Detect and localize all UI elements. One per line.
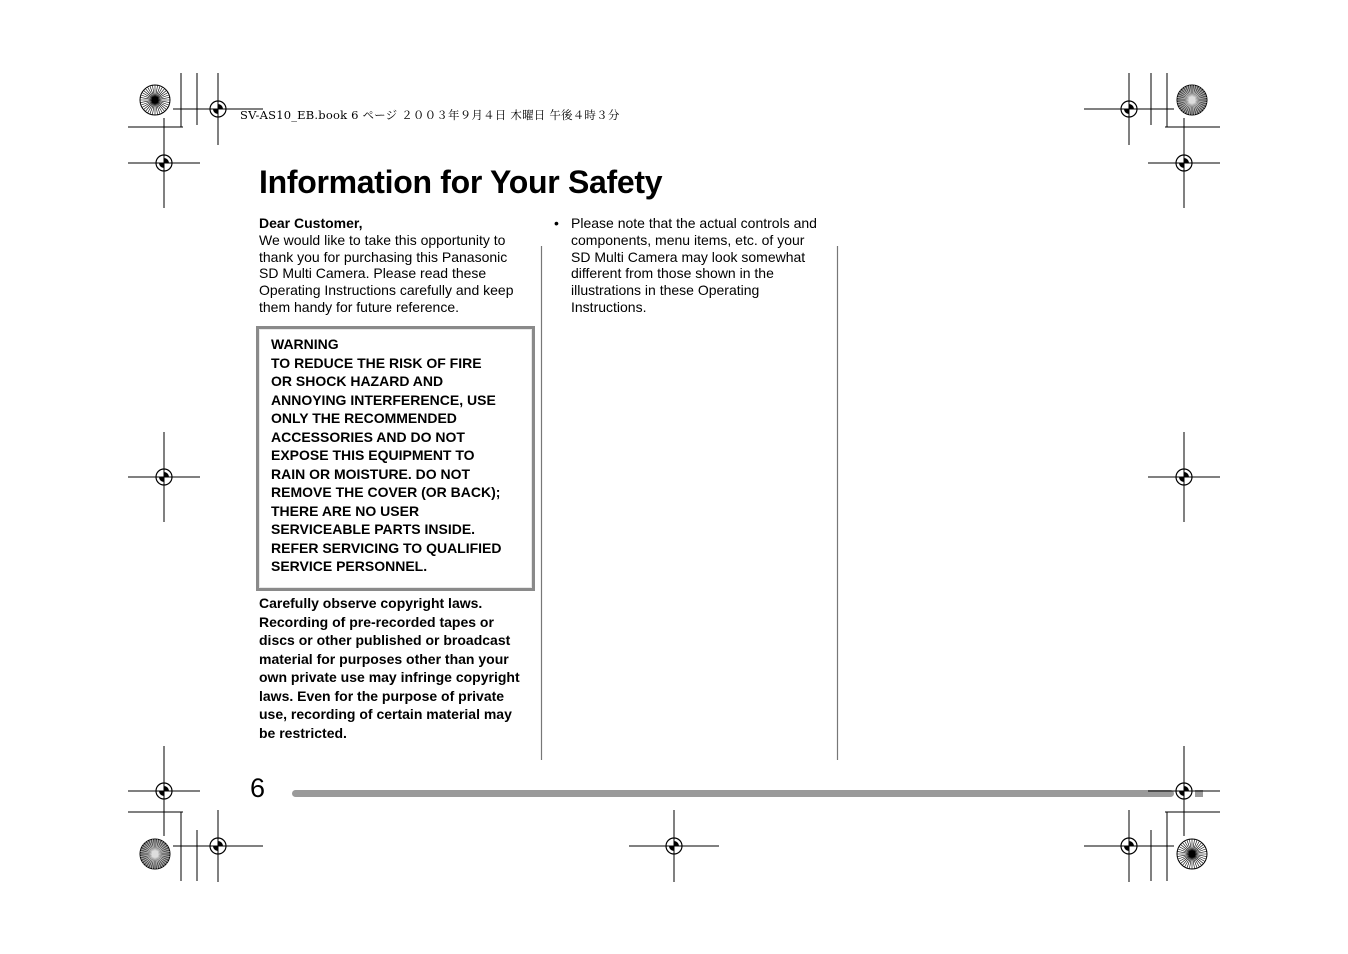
bullet-text: Please note that the actual controls and components, menu items, etc. of your SD Multi Camera may look somewhat different from those shown in the illustrations in these Operating Instructions.: [571, 215, 817, 315]
intro-salutation: Dear Customer,: [259, 215, 363, 231]
bullet-icon: •: [554, 215, 559, 231]
registration-mark-icon: [213, 104, 223, 114]
footer-rule: [292, 790, 1174, 797]
list-item: [554, 215, 824, 316]
print-header-line: SV-AS10_EB.book 6 ページ ２００３年９月４日 木曜日 午後４時３分: [240, 108, 620, 122]
copyright-text: Carefully observe copyright laws. Recording of pre-recorded tapes or discs or other published or broadcast material for purposes other than your own private use may infringe copyright laws. Even for the purpose of private use, recording of certain material may be restricted.: [259, 595, 520, 741]
registration-mark-icon: [159, 472, 169, 482]
intro-section: [259, 215, 529, 316]
page-number: 6: [250, 773, 266, 803]
notes-section: [554, 215, 824, 316]
page-title: Information for Your Safety: [259, 164, 663, 200]
registration-mark-icon: [213, 841, 223, 851]
copyright-notice: [259, 594, 529, 742]
warning-heading: WARNING: [271, 336, 339, 352]
warning-body: TO REDUCE THE RISK OF FIRE OR SHOCK HAZARD AND ANNOYING INTERFERENCE, USE ONLY THE RECOMMENDED ACCESSORIES AND DO NOT EXPOSE THIS EQUIPMENT TO RAIN OR MOISTURE. DO NOT REMOVE THE COVER (OR BACK); THERE ARE NO USER SERVICEABLE PARTS INSIDE. REFER SERVICING TO QUALIFIED SERVICE PERSONNEL.: [271, 354, 502, 574]
registration-mark-icon: [159, 786, 169, 796]
registration-mark-icon: [1179, 472, 1189, 482]
intro-body: We would like to take this opportunity to thank you for purchasing this Panasonic SD Multi Camera. Please read these Operating Instructions carefully and keep them handy for future reference.: [259, 231, 514, 315]
registration-mark-icon: [1124, 104, 1134, 114]
registration-mark-icon: [1124, 841, 1134, 851]
registration-mark-icon: [159, 158, 169, 168]
registration-mark-icon: [1179, 158, 1189, 168]
registration-mark-icon: [1179, 786, 1189, 796]
warning-box: [256, 326, 535, 591]
registration-mark-icon: [669, 841, 679, 851]
